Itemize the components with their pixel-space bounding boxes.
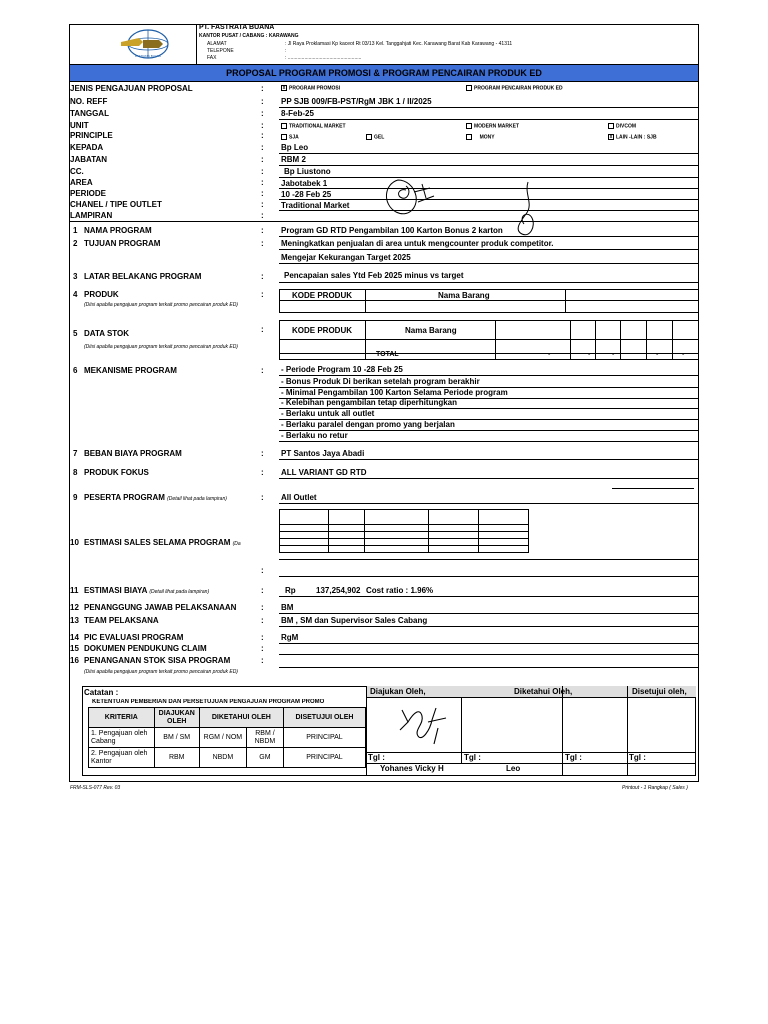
signature-grid bbox=[366, 686, 696, 776]
colon: : bbox=[261, 167, 264, 176]
periode-label: PERIODE bbox=[70, 189, 107, 198]
crit-cell: BM / SM bbox=[154, 728, 199, 748]
crit-head: DISETUJUI OLEH bbox=[283, 708, 365, 728]
phone-label: TELEPONE bbox=[207, 48, 234, 54]
noreff-label: NO. REFF bbox=[70, 97, 108, 106]
estimasi-sales-grid bbox=[279, 509, 529, 553]
s10-num: 10 bbox=[70, 538, 79, 547]
s10-label-text: ESTIMASI SALES SELAMA PROGRAM bbox=[84, 538, 231, 547]
s9-note: (Detail lihat pada lampiran) bbox=[167, 496, 227, 502]
s15-label: DOKUMEN PENDUKUNG CLAIM bbox=[84, 644, 207, 653]
colon: : bbox=[261, 468, 264, 477]
colon: : bbox=[261, 155, 264, 164]
colon: : bbox=[261, 200, 264, 209]
jabatan-label: JABATAN bbox=[70, 155, 108, 164]
s8-value[interactable]: ALL VARIANT GD RTD bbox=[281, 468, 367, 477]
s9-label bbox=[84, 493, 227, 502]
colon: : bbox=[261, 586, 264, 595]
svg-text:FASTRATA BUANA: FASTRATA BUANA bbox=[134, 54, 162, 58]
produk-table bbox=[279, 289, 699, 313]
stok-total-val4: - bbox=[656, 351, 659, 358]
tgl-label-1: Tgl : bbox=[368, 753, 385, 762]
s5-num: 5 bbox=[73, 329, 78, 338]
lampiran-label: LAMPIRAN bbox=[70, 211, 113, 220]
unit-opt1-label: TRADITIONAL MARKET bbox=[289, 123, 346, 130]
pr-opt1-label: SJA bbox=[289, 134, 299, 141]
periode-value[interactable]: 10 -28 Feb 25 bbox=[281, 190, 332, 199]
mekanisme-line: - Periode Program 10 -28 Feb 25 bbox=[281, 365, 403, 374]
s9-num: 9 bbox=[73, 493, 78, 502]
unit-opt2-label: MODERN MARKET bbox=[474, 123, 519, 130]
stok-col-nama: Nama Barang bbox=[405, 326, 457, 335]
s11-amount[interactable]: 137,254,902 bbox=[316, 586, 361, 595]
crit-cell: RBM / NBDM bbox=[246, 728, 283, 748]
stok-total-val1: - bbox=[548, 351, 551, 358]
checkbox-modern[interactable] bbox=[466, 123, 472, 129]
tanggal-value[interactable]: 8-Feb-25 bbox=[281, 109, 314, 118]
cc-value[interactable]: Bp Liustono bbox=[284, 167, 331, 176]
opt-program-pencairan[interactable] bbox=[466, 85, 563, 91]
s5-note: (Diisi apabila pengajuan program terkait promo pencairan produk ED) bbox=[84, 344, 238, 350]
signer-name-1: Yohanes Vicky H bbox=[380, 764, 444, 773]
ketentuan-label: KETENTUAN PEMBERIAN DAN PERSETUJUAN PENGAJUAN PROGRAM PROMO bbox=[92, 699, 325, 705]
s7-label: BEBAN BIAYA PROGRAM bbox=[84, 449, 182, 458]
s13-label: TEAM PELAKSANA bbox=[84, 616, 159, 625]
company-logo bbox=[109, 28, 187, 60]
principle-gel[interactable] bbox=[366, 134, 384, 140]
noreff-value[interactable]: PP SJB 009/FB-PST/RgM JBK 1 / II/2025 bbox=[281, 97, 432, 106]
s8-label: PRODUK FOKUS bbox=[84, 468, 149, 477]
fax-value: : ..................................................... bbox=[285, 55, 362, 61]
colon: : bbox=[261, 644, 264, 653]
s5-label: DATA STOK bbox=[84, 329, 130, 338]
s2-num: 2 bbox=[73, 239, 78, 248]
s12-label: PENANGGUNG JAWAB PELAKSANAAN bbox=[84, 603, 237, 612]
office-label: KANTOR PUSAT / CABANG : KARAWANG bbox=[199, 33, 299, 39]
stok-total-label: TOTAL bbox=[376, 351, 399, 358]
colon: : bbox=[261, 239, 264, 248]
crit-cell: GM bbox=[246, 748, 283, 768]
tgl-label-2: Tgl : bbox=[464, 753, 481, 762]
crit-head: DIAJUKAN OLEH bbox=[154, 708, 199, 728]
checkbox-gel[interactable] bbox=[366, 134, 372, 140]
catatan-label: Catatan : bbox=[84, 688, 119, 697]
s3-value[interactable]: Pencapaian sales Ytd Feb 2025 minus vs target bbox=[284, 271, 464, 280]
crit-cell: 2. Pengajuan oleh Kantor bbox=[89, 748, 155, 768]
pr-opt4-label: LAIN -LAIN : SJB bbox=[616, 134, 657, 141]
mekanisme-line: - Berlaku no retur bbox=[281, 431, 348, 440]
produk-col-nama: Nama Barang bbox=[438, 291, 490, 300]
s8-num: 8 bbox=[73, 468, 78, 477]
colon: : bbox=[261, 143, 264, 152]
s10-note: (Da bbox=[232, 541, 241, 547]
colon: : bbox=[261, 290, 264, 299]
mekanisme-line: - Bonus Produk Di berikan setelah program berakhir bbox=[281, 377, 480, 386]
s11-label bbox=[84, 586, 209, 595]
s14-num: 14 bbox=[70, 633, 79, 642]
jenis-label: JENIS PENGAJUAN PROPOSAL bbox=[70, 84, 193, 93]
colon: : bbox=[261, 616, 264, 625]
s2-value1[interactable]: Meningkatkan penjualan di area untuk mengcounter produk competitor. bbox=[281, 239, 554, 248]
s4-num: 4 bbox=[73, 290, 78, 299]
disetujui-header: Disetujui oleh, bbox=[632, 687, 687, 696]
colon: : bbox=[261, 131, 264, 140]
s4-label: PRODUK bbox=[84, 290, 119, 299]
s11-currency: Rp bbox=[285, 586, 296, 595]
chanel-value[interactable]: Traditional Market bbox=[281, 201, 350, 210]
mekanisme-line: - Berlaku untuk all outlet bbox=[281, 409, 375, 418]
s2-label: TUJUAN PROGRAM bbox=[84, 239, 161, 248]
stok-total-val3: - bbox=[612, 351, 615, 358]
address-value: : Jl Raya Proklamasi Kp kaceot Rt 03/13 Kel. Tanggahjati Kec. Karawang Barat Kab Karawang - 41311 bbox=[285, 41, 513, 47]
s3-num: 3 bbox=[73, 272, 78, 281]
stok-table bbox=[279, 320, 699, 360]
signer-name-2: Leo bbox=[506, 764, 521, 773]
s16-note: (Diisi apabila pengajuan program terkait promo pencairan produk ED) bbox=[84, 669, 238, 675]
colon: : bbox=[261, 449, 264, 458]
colon: : bbox=[261, 656, 264, 665]
colon: : bbox=[261, 189, 264, 198]
pr-opt3-label: MONY bbox=[479, 134, 495, 141]
s14-label: PIC EVALUASI PROGRAM bbox=[84, 633, 184, 642]
colon: : bbox=[261, 226, 264, 235]
company-header bbox=[69, 24, 699, 64]
checkbox-traditional[interactable] bbox=[281, 123, 287, 129]
colon: : bbox=[261, 603, 264, 612]
pr-opt2-label: GEL bbox=[374, 134, 385, 141]
crit-cell: RGM / NOM bbox=[199, 728, 246, 748]
jabatan-value[interactable]: RBM 2 bbox=[281, 155, 306, 164]
s1-value[interactable]: Program GD RTD Pengambilan 100 Karton Bonus 2 karton bbox=[281, 226, 503, 235]
principle-mony[interactable] bbox=[466, 134, 495, 140]
s4-note: (Diisi apabila pengajuan program terkait promo pencairan produk ED) bbox=[84, 302, 238, 308]
colon: : bbox=[261, 97, 264, 106]
crit-cell: RBM bbox=[154, 748, 199, 768]
checkbox-lain[interactable]: x bbox=[609, 134, 613, 140]
area-value[interactable]: Jabotabek 1 bbox=[281, 179, 328, 188]
colon: : bbox=[261, 178, 264, 187]
unit-traditional[interactable] bbox=[281, 123, 346, 129]
s2-value2[interactable]: Mengejar Kekurangan Target 2025 bbox=[281, 253, 411, 262]
opt-promosi-label: PROGRAM PROMOSI bbox=[289, 85, 341, 92]
colon: : bbox=[261, 84, 264, 93]
crit-cell: NBDM bbox=[199, 748, 246, 768]
s12-value[interactable]: BM bbox=[281, 603, 294, 612]
colon: : bbox=[261, 211, 264, 220]
tgl-label-4: Tgl : bbox=[629, 753, 646, 762]
s11-note: (Detail lihat pada lampiran) bbox=[149, 589, 210, 595]
colon: : bbox=[261, 121, 264, 130]
company-name: PT. FASTRATA BUANA bbox=[199, 24, 275, 31]
checkbox-divcom[interactable] bbox=[608, 123, 614, 129]
s10-label bbox=[84, 538, 241, 547]
colon: : bbox=[261, 325, 264, 334]
cc-label: CC. bbox=[70, 167, 84, 176]
area-label: AREA bbox=[70, 178, 93, 187]
colon: : bbox=[261, 633, 264, 642]
stok-total-val2: - bbox=[588, 351, 591, 358]
colon: : bbox=[261, 566, 264, 575]
crit-cell: PRINCIPAL bbox=[283, 748, 365, 768]
handwritten-mark-2 bbox=[512, 180, 542, 238]
checkbox-sja[interactable] bbox=[281, 134, 287, 140]
s11-ratio[interactable]: Cost ratio : 1.96% bbox=[366, 586, 434, 595]
colon: : bbox=[261, 493, 264, 502]
mekanisme-line: - Berlaku paralel dengan promo yang berjalan bbox=[281, 420, 455, 429]
address-label: ALAMAT bbox=[207, 41, 227, 47]
s9-label-text: PESERTA PROGRAM bbox=[84, 493, 165, 502]
colon: : bbox=[261, 109, 264, 118]
s14-value[interactable]: RgM bbox=[281, 633, 299, 642]
s9-value[interactable]: All Outlet bbox=[281, 493, 317, 502]
s3-label: LATAR BELAKANG PROGRAM bbox=[84, 272, 202, 281]
stok-total-val5: - bbox=[682, 351, 685, 358]
signature-image bbox=[394, 700, 454, 748]
principle-lain[interactable] bbox=[608, 134, 657, 140]
fax-label: FAX bbox=[207, 55, 217, 61]
s11-num: 11 bbox=[70, 586, 79, 595]
colon: : bbox=[261, 272, 264, 281]
s16-label: PENANGANAN STOK SISA PROGRAM bbox=[84, 656, 231, 665]
crit-head: KRITERIA bbox=[89, 708, 155, 728]
checkbox-mony[interactable] bbox=[466, 134, 472, 140]
checkbox-promosi[interactable]: x bbox=[282, 85, 286, 91]
unit-label: UNIT bbox=[70, 121, 89, 130]
s15-num: 15 bbox=[70, 644, 79, 653]
s1-label: NAMA PROGRAM bbox=[84, 226, 152, 235]
diketahui-header: Diketahui Oleh, bbox=[514, 687, 573, 696]
mekanisme-line: - Kelebihan pengambilan tetap diperhitungkan bbox=[281, 398, 458, 407]
s13-value[interactable]: BM , SM dan Supervisor Sales Cabang bbox=[281, 616, 428, 625]
principle-sja[interactable] bbox=[281, 134, 299, 140]
printout-note: Printout - 1 Rangkap ( Sales ) bbox=[622, 785, 688, 791]
s13-num: 13 bbox=[70, 616, 79, 625]
form-code: FRM-SLS-077 Rev. 03 bbox=[70, 785, 121, 791]
crit-head: DIKETAHUI OLEH bbox=[199, 708, 283, 728]
tanggal-label: TANGGAL bbox=[70, 109, 109, 118]
colon: : bbox=[261, 366, 264, 375]
s11-label-text: ESTIMASI BIAYA bbox=[84, 586, 148, 595]
s6-num: 6 bbox=[73, 366, 78, 375]
unit-opt3-label: DIVCOM bbox=[616, 123, 636, 130]
chanel-label: CHANEL / TIPE OUTLET bbox=[70, 200, 162, 209]
mekanisme-line: - Minimal Pengambilan 100 Karton Selama Periode program bbox=[281, 388, 508, 397]
tgl-label-3: Tgl : bbox=[565, 753, 582, 762]
title-bar bbox=[69, 64, 699, 82]
opt-pencairan-label: PROGRAM PENCAIRAN PRODUK ED bbox=[474, 85, 563, 92]
s6-label: MEKANISME PROGRAM bbox=[84, 366, 177, 375]
crit-cell: PRINCIPAL bbox=[283, 728, 365, 748]
s1-num: 1 bbox=[73, 226, 78, 235]
checkbox-pencairan[interactable] bbox=[466, 85, 472, 91]
unit-divcom[interactable] bbox=[608, 123, 636, 129]
s7-num: 7 bbox=[73, 449, 78, 458]
s12-num: 12 bbox=[70, 603, 79, 612]
kepada-value[interactable]: Bp Leo bbox=[281, 143, 309, 152]
page-title: PROPOSAL PROGRAM PROMOSI & PROGRAM PENCAIRAN PRODUK ED bbox=[226, 68, 542, 78]
phone-value: : bbox=[285, 48, 287, 54]
criteria-table bbox=[88, 707, 366, 768]
produk-col-kode: KODE PRODUK bbox=[292, 291, 353, 300]
handwritten-mark bbox=[378, 174, 438, 220]
s7-value[interactable]: PT Santos Jaya Abadi bbox=[281, 449, 365, 458]
kepada-label: KEPADA bbox=[70, 143, 104, 152]
s16-num: 16 bbox=[70, 656, 79, 665]
unit-modern[interactable] bbox=[466, 123, 519, 129]
principle-label: PRINCIPLE bbox=[70, 131, 113, 140]
stok-col-kode: KODE PRODUK bbox=[292, 326, 353, 335]
opt-program-promosi[interactable] bbox=[281, 85, 340, 91]
crit-cell: 1. Pengajuan oleh Cabang bbox=[89, 728, 155, 748]
diajukan-header: Diajukan Oleh, bbox=[370, 687, 426, 696]
